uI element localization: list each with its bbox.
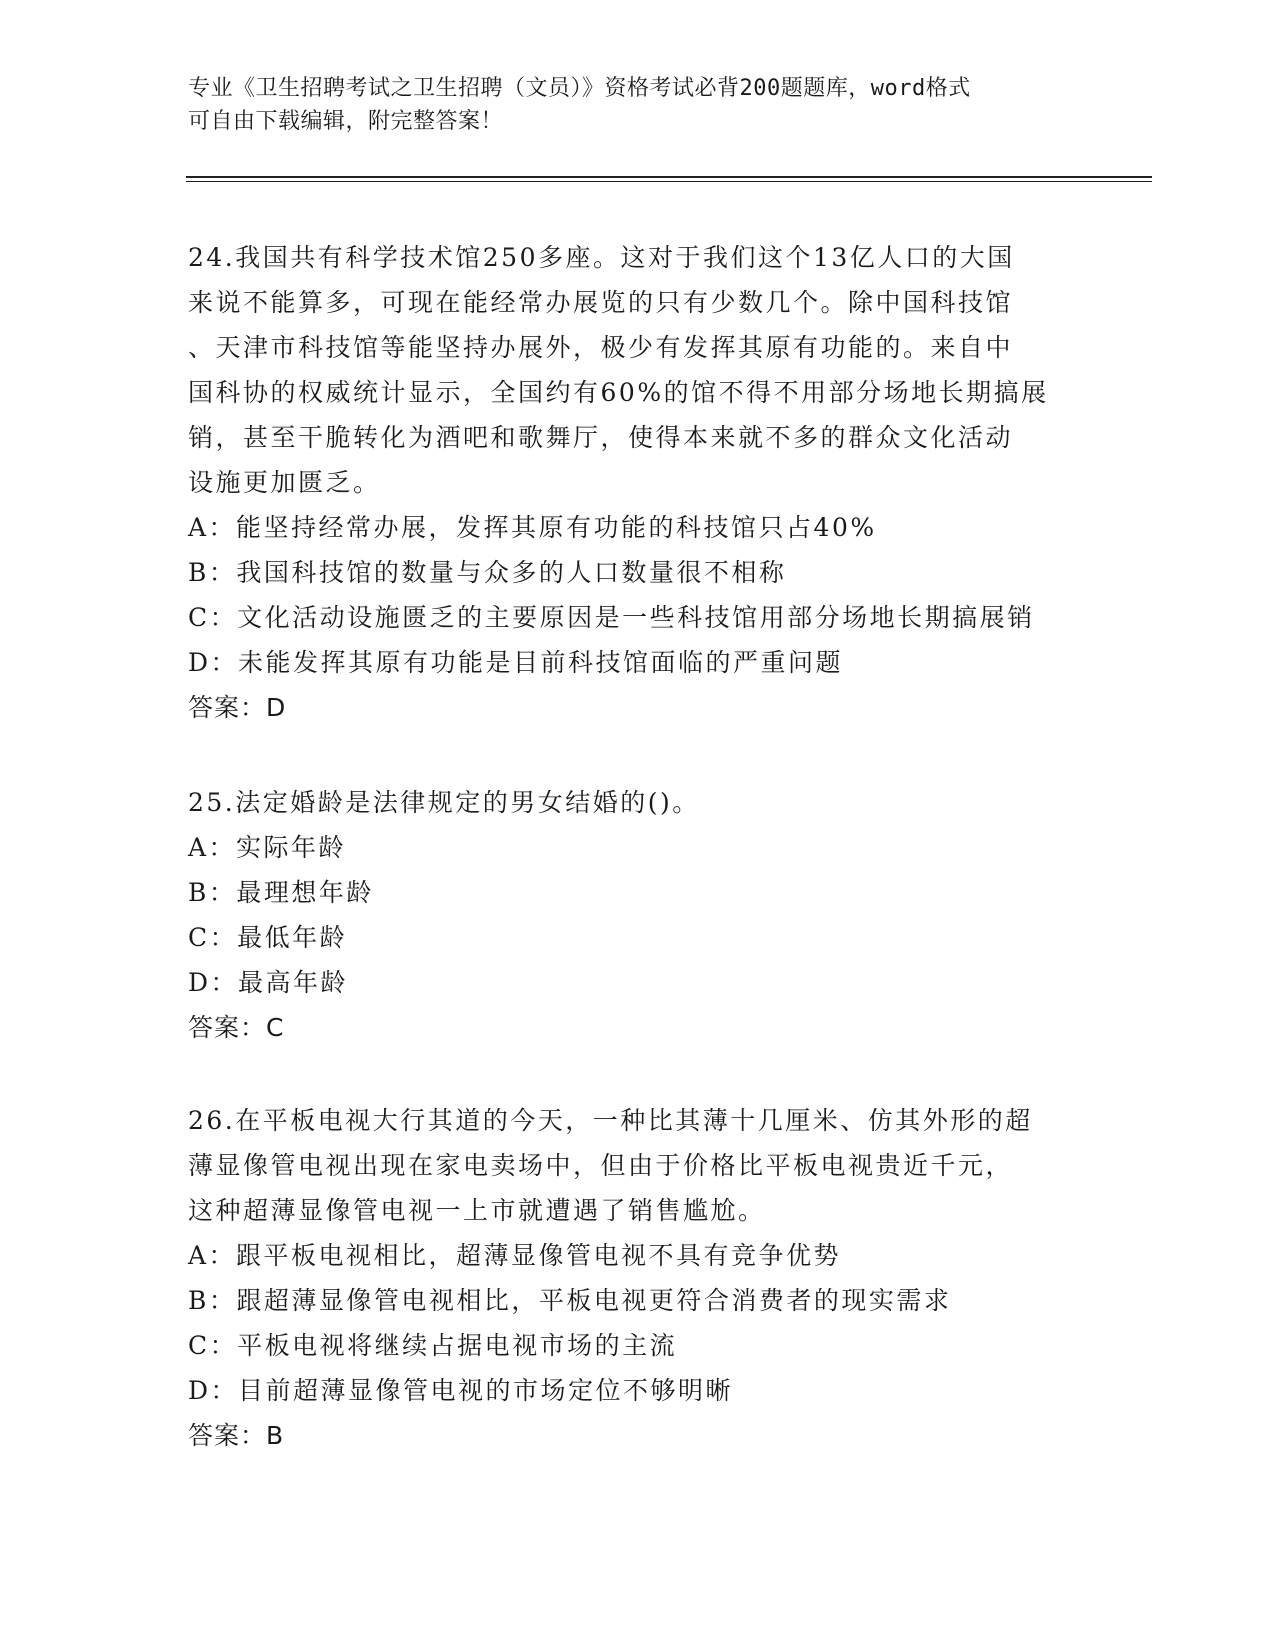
header-title-line-2: 可自由下载编辑，附完整答案！: [188, 109, 504, 134]
option-a: A：跟平板电视相比，超薄显像管电视不具有竞争优势: [188, 1241, 842, 1270]
option-c: C：文化活动设施匮乏的主要原因是一些科技馆用部分场地长期搞展销: [188, 603, 1035, 632]
question-stem-line: 国科协的权威统计显示，全国约有60%的馆不得不用部分场地长期搞展: [188, 378, 1049, 407]
option-a: A：实际年龄: [188, 833, 347, 862]
answer-line: 答案：D: [188, 693, 287, 722]
option-b: B：最理想年龄: [188, 878, 374, 907]
option-c: C：最低年龄: [188, 923, 348, 952]
option-d: D：未能发挥其原有功能是目前科技馆面临的严重问题: [188, 648, 844, 677]
header-divider: [186, 176, 1152, 182]
question-25: [188, 780, 1088, 1050]
question-stem-line: 、天津市科技馆等能坚持办展外，极少有发挥其原有功能的。来自中: [188, 333, 1014, 362]
option-a: A：能坚持经常办展，发挥其原有功能的科技馆只占40%: [188, 513, 877, 542]
document-header: [188, 72, 1088, 138]
option-b: B：我国科技馆的数量与众多的人口数量很不相称: [188, 558, 787, 587]
answer-line: 答案：C: [188, 1013, 285, 1042]
option-d: D：目前超薄显像管电视的市场定位不够明晰: [188, 1376, 734, 1405]
option-d: D：最高年龄: [188, 968, 349, 997]
question-stem-line: 销，甚至干脆转化为酒吧和歌舞厅，使得本来就不多的群众文化活动: [188, 423, 1014, 452]
header-title-line-1: 专业《卫生招聘考试之卫生招聘（文员）》资格考试必背200题题库，word格式: [188, 76, 971, 101]
option-c: C：平板电视将继续占据电视市场的主流: [188, 1331, 678, 1360]
question-stem-line: 来说不能算多，可现在能经常办展览的只有少数几个。除中国科技馆: [188, 288, 1014, 317]
question-24: [188, 235, 1088, 730]
option-b: B：跟超薄显像管电视相比，平板电视更符合消费者的现实需求: [188, 1286, 952, 1315]
question-stem-line: 这种超薄显像管电视一上市就遭遇了销售尴尬。: [188, 1196, 766, 1225]
answer-line: 答案：B: [188, 1421, 285, 1450]
question-stem-line: 设施更加匮乏。: [188, 468, 381, 497]
question-26: [188, 1098, 1088, 1458]
question-stem-line: 25.法定婚龄是法律规定的男女结婚的()。: [188, 788, 700, 817]
question-stem-line: 26.在平板电视大行其道的今天，一种比其薄十几厘米、仿其外形的超: [188, 1106, 1033, 1135]
question-stem-line: 24.我国共有科学技术馆250多座。这对于我们这个13亿人口的大国: [188, 243, 1015, 272]
question-stem-line: 薄显像管电视出现在家电卖场中，但由于价格比平板电视贵近千元，: [188, 1151, 1014, 1180]
